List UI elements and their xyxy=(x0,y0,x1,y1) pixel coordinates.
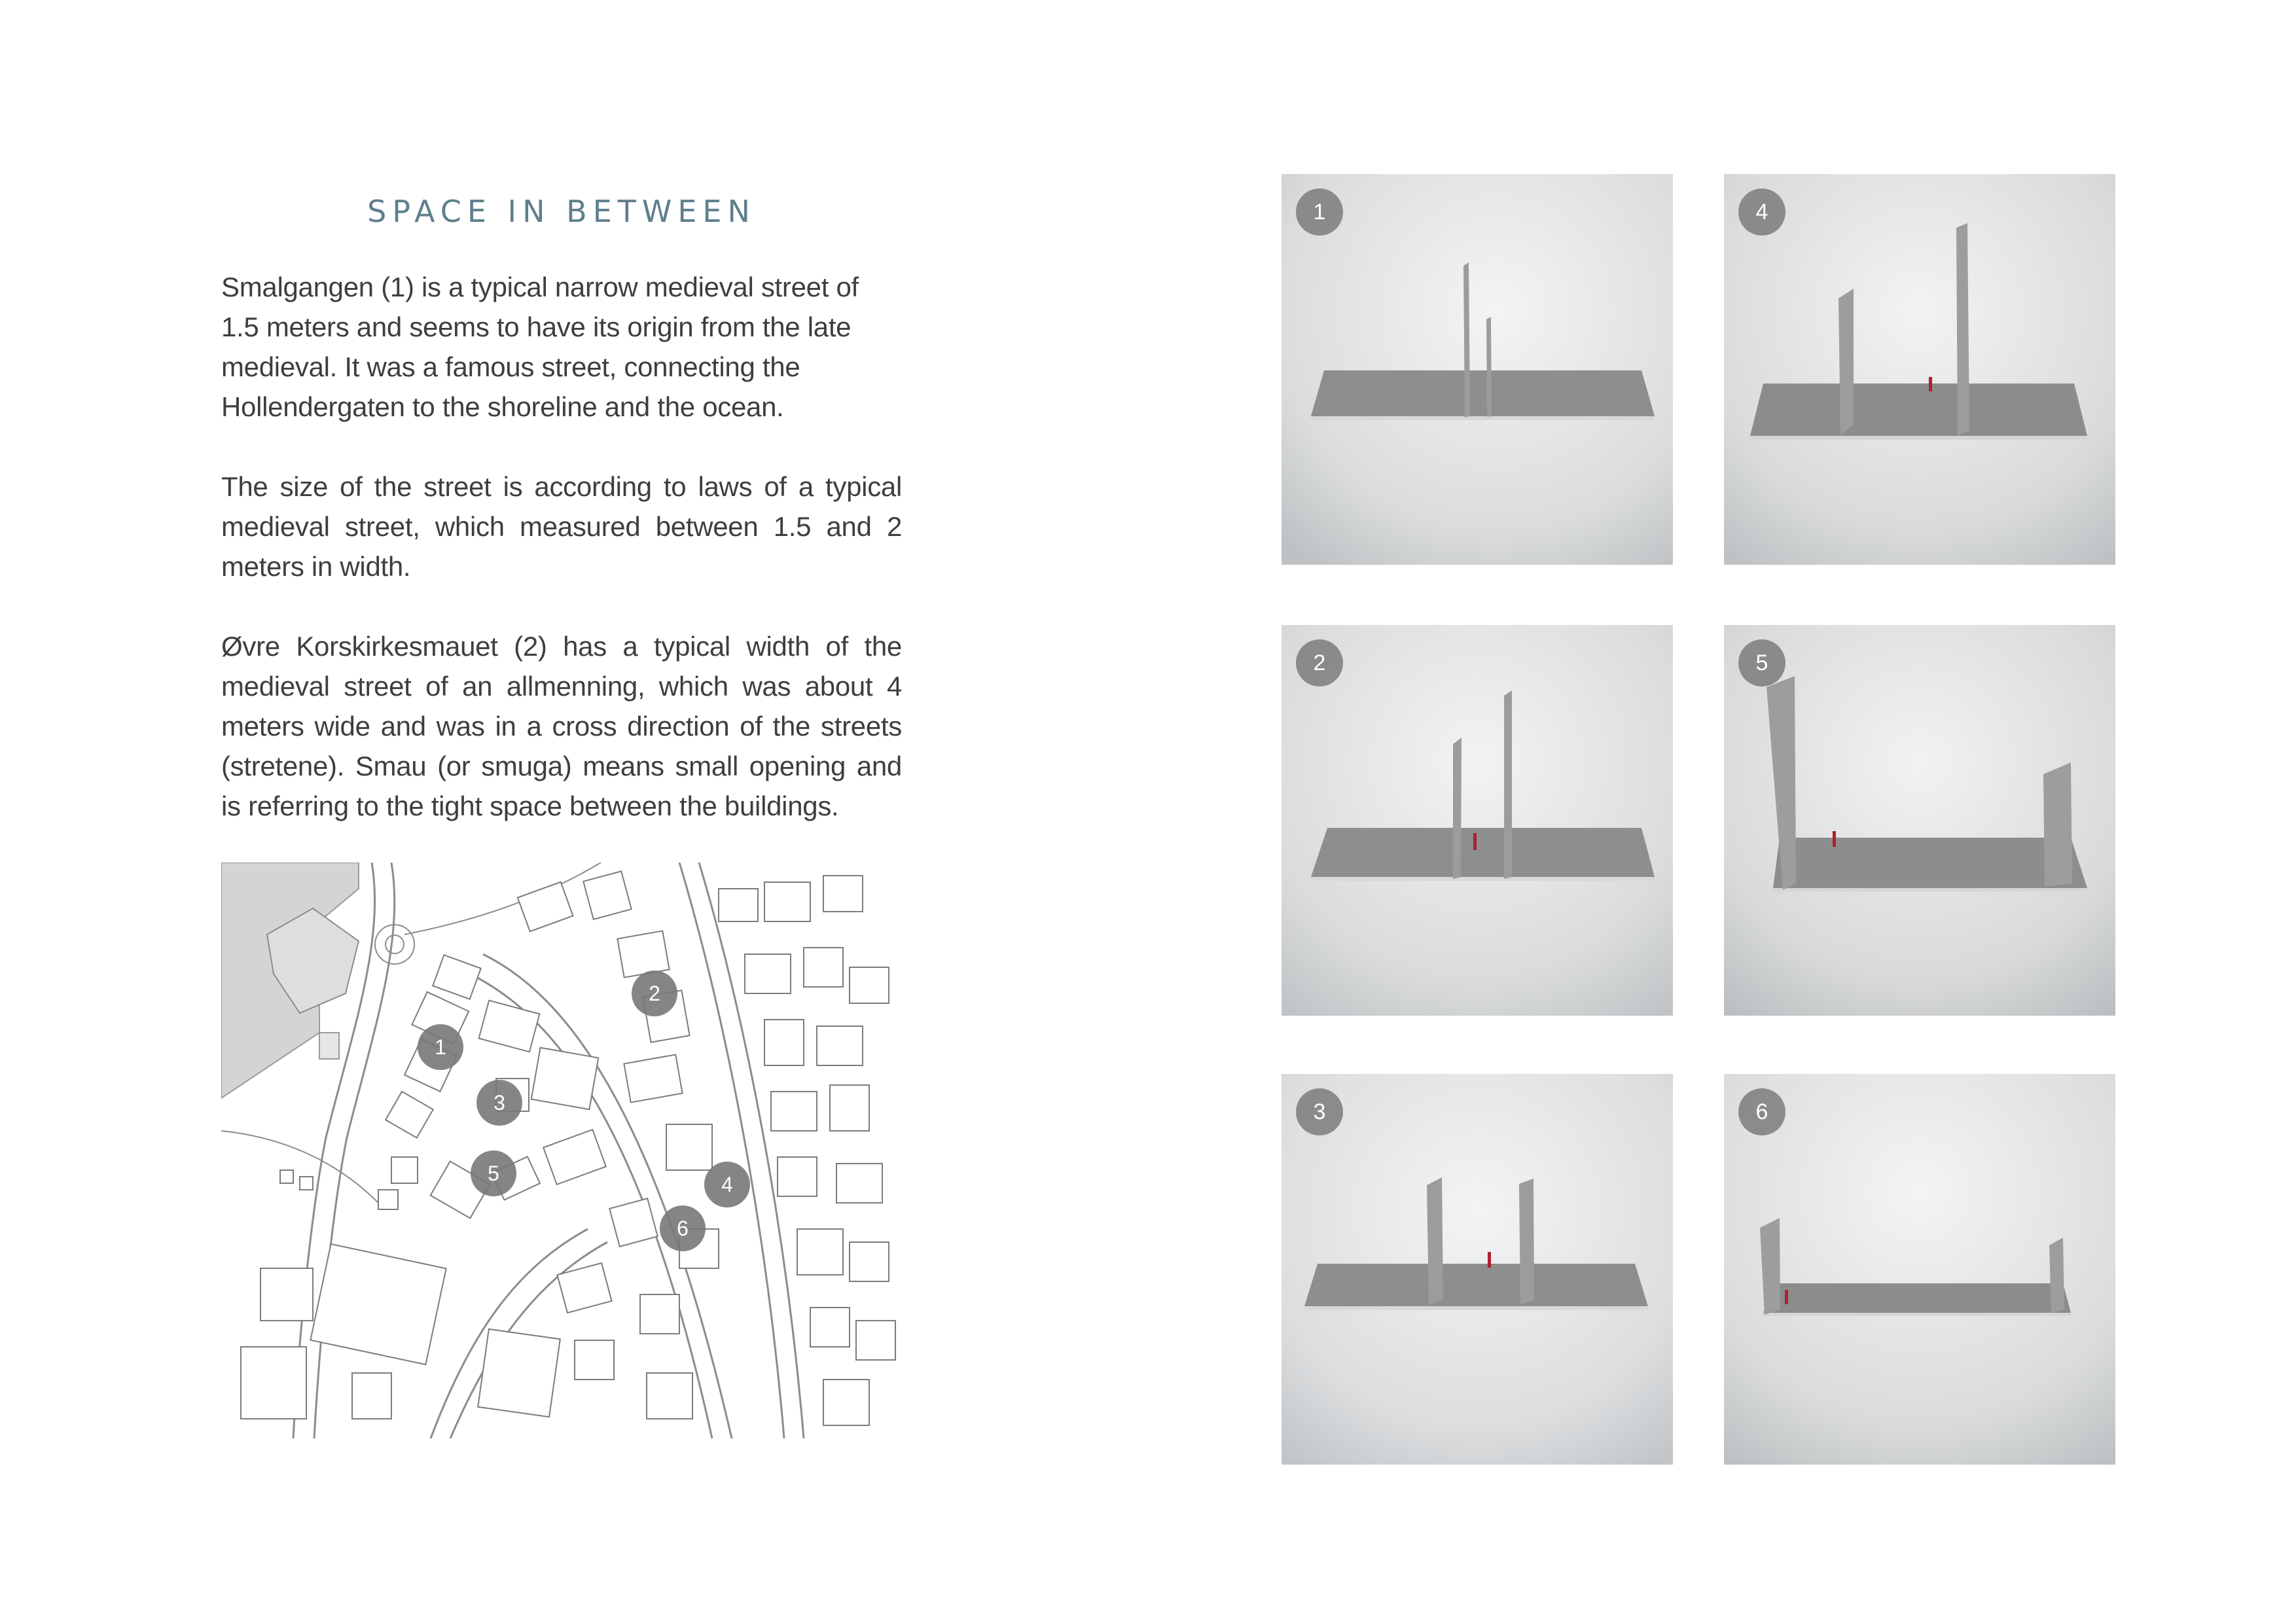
model-photo-2 xyxy=(1282,625,1673,1016)
photo-number-6: 6 xyxy=(1738,1088,1785,1135)
model-photo-6 xyxy=(1724,1074,2115,1465)
model-photo-5 xyxy=(1724,625,2115,1016)
paragraph-smalgangen: Smalgangen (1) is a typical narrow medieval street of 1.5 meters and seems to have its origin from the late medieval. It was a famous street, connecting the Hollendergaten to the shoreline and the ocean. xyxy=(221,272,859,422)
paragraph-street-size: The size of the street is according to laws of a typical medieval street, which measured between 1.5 and 2 meters in width. xyxy=(221,471,902,582)
map-marker-2: 2 xyxy=(632,971,677,1016)
photo-number-4: 4 xyxy=(1738,188,1785,236)
map-marker-6: 6 xyxy=(660,1205,706,1251)
body-text xyxy=(221,267,902,866)
photo-number-3: 3 xyxy=(1296,1088,1343,1135)
photo-number-1: 1 xyxy=(1296,188,1343,236)
map-marker-4: 4 xyxy=(704,1162,750,1207)
site-map xyxy=(221,863,902,1438)
map-marker-5: 5 xyxy=(471,1150,516,1196)
photo-number-2: 2 xyxy=(1296,639,1343,687)
site-map-drawing xyxy=(221,863,902,1438)
map-marker-3: 3 xyxy=(476,1080,522,1126)
map-marker-1: 1 xyxy=(418,1024,463,1070)
photo-number-5: 5 xyxy=(1738,639,1785,687)
page-title: SPACE IN BETWEEN xyxy=(367,194,756,229)
model-photo-3 xyxy=(1282,1074,1673,1465)
model-photo-1 xyxy=(1282,174,1673,565)
model-photo-4 xyxy=(1724,174,2115,565)
paragraph-korskirkesmauet: Øvre Korskirkesmauet (2) has a typical width of the medieval street of an allmenning, which was about 4 meters wide and was in a cross direction of the streets (stretene). Smau (or smuga) means small opening and is referring to the tight space between the buildings. xyxy=(221,631,902,821)
